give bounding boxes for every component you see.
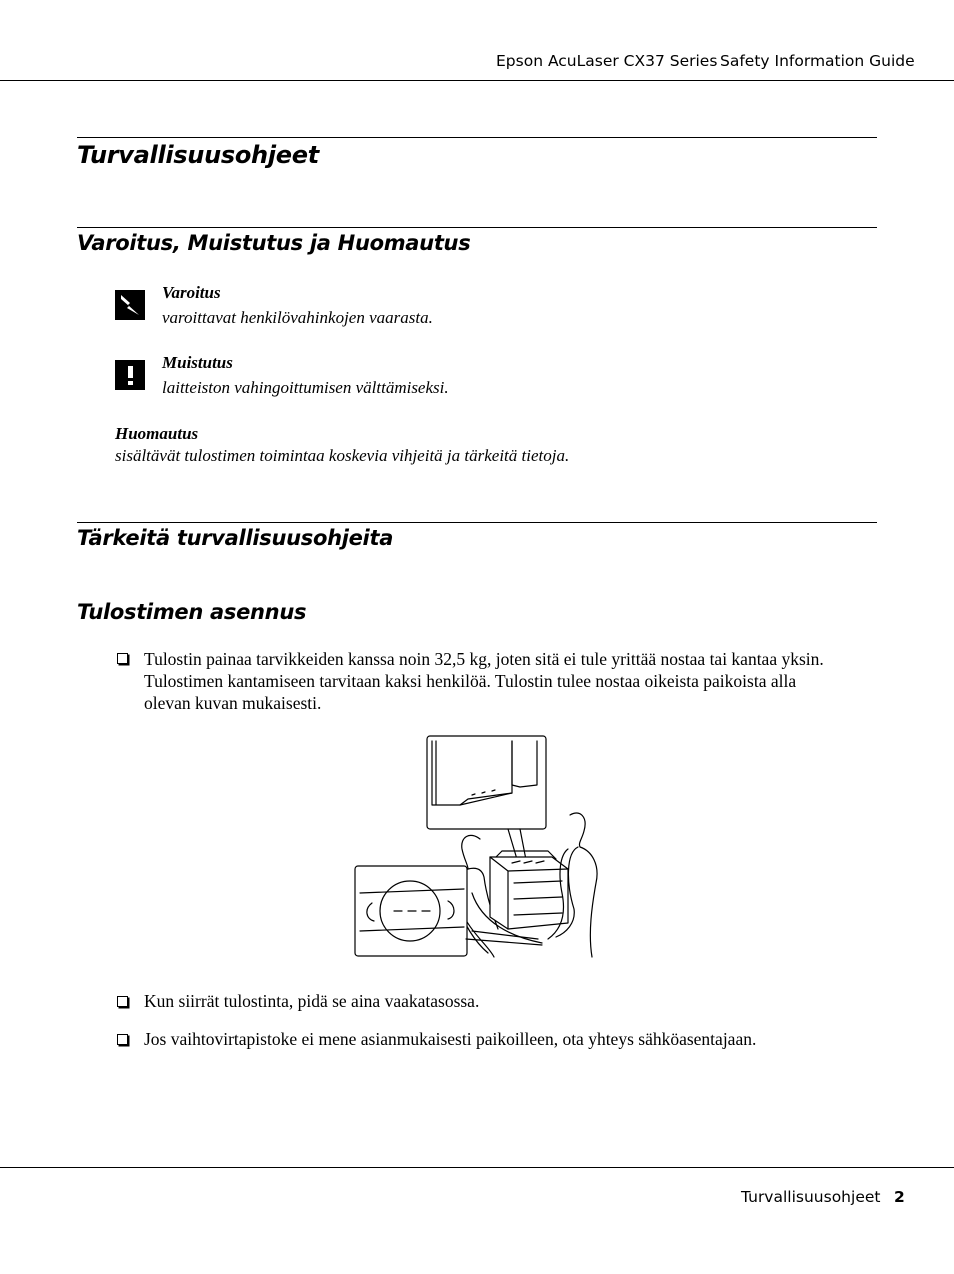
checkbox-bullet: [117, 1034, 128, 1045]
checkbox-bullet: [117, 996, 128, 1007]
important-heading: Tärkeitä turvallisuusohjeita: [77, 526, 394, 550]
caution-exclamation-icon: [115, 360, 145, 390]
page-title: Turvallisuusohjeet: [77, 141, 319, 169]
notes-heading: Varoitus, Muistutus ja Huomautus: [77, 231, 471, 255]
page-number: 2: [894, 1188, 905, 1206]
warning-text: varoittavat henkilövahinkojen vaarasta.: [162, 308, 433, 327]
header-product: Epson AcuLaser CX37 Series: [496, 52, 718, 70]
notes-heading-rule: [77, 227, 877, 228]
bullet-text: [144, 648, 904, 714]
caution-title: Muistutus: [162, 353, 233, 372]
bullet-line: Tulostin painaa tarvikkeiden kanssa noin 32,5 kg, joten sitä ei tule yrittää nostaa tai kantaa yksin.: [144, 649, 824, 669]
bullet-text: Kun siirrät tulostinta, pidä se aina vaakatasossa.: [144, 991, 480, 1011]
header-guide-title: Safety Information Guide: [720, 52, 915, 70]
note-text: sisältävät tulostimen toimintaa koskevia vihjeitä ja tärkeitä tietoja.: [115, 446, 570, 465]
bullet-line: olevan kuvan mukaisesti.: [144, 693, 322, 713]
checkbox-bullet: [117, 653, 128, 664]
caution-text: laitteiston vahingoittumisen välttämiseksi.: [162, 378, 449, 397]
bullet-line: Tulostimen kantamiseen tarvitaan kaksi henkilöä. Tulostin tulee nostaa oikeista paikoista alla: [144, 671, 797, 691]
setup-heading: Tulostimen asennus: [77, 600, 307, 624]
footer-section: Turvallisuusohjeet: [741, 1188, 881, 1206]
bullet-text: Jos vaihtovirtapistoke ei mene asianmukaisesti paikoilleen, ota yhteys sähköasentajaan.: [144, 1029, 757, 1049]
header-divider: [0, 80, 954, 81]
title-rule: [77, 137, 877, 138]
printer-lifting-illustration: [352, 733, 600, 961]
note-title: Huomautus: [115, 424, 199, 443]
important-heading-rule: [77, 522, 877, 523]
warning-lightning-icon: [115, 290, 145, 320]
warning-title: Varoitus: [162, 283, 221, 302]
footer-divider: [0, 1167, 954, 1168]
